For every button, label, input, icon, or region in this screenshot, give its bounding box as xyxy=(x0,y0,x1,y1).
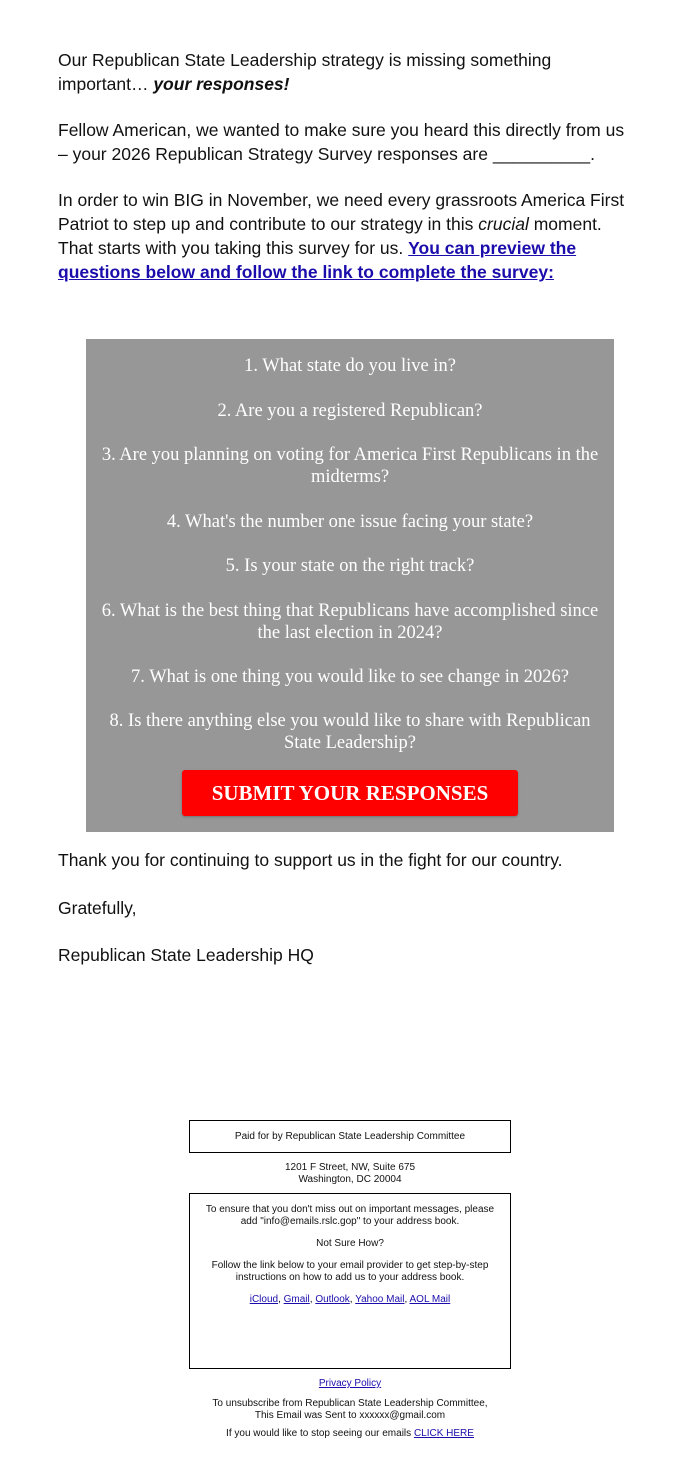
survey-questions-box xyxy=(86,339,614,832)
yahoo-mail-link[interactable]: Yahoo Mail xyxy=(355,1294,405,1305)
not-sure-text: Not Sure How? xyxy=(316,1238,384,1249)
submit-responses-button[interactable]: SUBMIT YOUR RESPONSES xyxy=(182,770,518,816)
email-provider-links: iCloud, Gmail, Outlook, Yahoo Mail, AOL Mail xyxy=(249,1294,451,1305)
cta-text-b: moment. That starts with you taking this survey for us. xyxy=(58,214,602,258)
cta-text-a: In order to win BIG in November, we need every grassroots America First Patriot to step up and contribute to our strategy in this xyxy=(58,190,625,234)
address-book-instructions: To ensure that you don't miss out on important messages, please add "info@emails.rslc.gop" to your address book. xyxy=(205,1204,495,1227)
call-to-action-paragraph xyxy=(58,188,638,284)
survey-question: 3. Are you planning on voting for America First Republicans in the midterms? xyxy=(101,445,599,487)
follow-link-text: Follow the link below to your email provider to get step-by-step instructions on how to add us to your address book. xyxy=(211,1260,489,1283)
email-body xyxy=(58,48,638,306)
thanks-text: Thank you for continuing to support us in the fight for our country. xyxy=(58,850,563,870)
survey-preview-link[interactable]: You can preview the questions below and follow the link to complete the survey: xyxy=(58,238,577,282)
outlook-link[interactable]: Outlook xyxy=(315,1294,350,1305)
survey-question: 8. Is there anything else you would like to share with Republican State Leadership? xyxy=(109,711,591,753)
privacy-policy-link[interactable]: Privacy Policy xyxy=(318,1378,382,1389)
survey-question: 7. What is one thing you would like to see change in 2026? xyxy=(131,667,569,687)
stop-emails-text: If you would like to stop seeing our emails xyxy=(226,1428,412,1439)
survey-notice-paragraph: Fellow American, we wanted to make sure you heard this directly from us – your 2026 Republican Strategy Survey responses are __________. xyxy=(58,120,625,164)
unsubscribe-section xyxy=(189,1398,511,1422)
survey-question: 1. What state do you live in? xyxy=(244,356,456,376)
survey-question: 4. What's the number one issue facing your state? xyxy=(166,512,534,532)
paid-for-box xyxy=(189,1120,511,1153)
click-here-link[interactable]: CLICK HERE xyxy=(413,1428,474,1439)
unsubscribe-line-1: To unsubscribe from Republican State Leadership Committee, xyxy=(212,1398,488,1409)
signoff-text: Gratefully, xyxy=(58,898,137,918)
intro-paragraph xyxy=(58,48,638,96)
survey-question: 6. What is the best thing that Republicans have accomplished since the last election in 2024? xyxy=(101,601,599,643)
address-book-box xyxy=(189,1193,511,1369)
address-line-2: Washington, DC 20004 xyxy=(298,1174,402,1185)
aol-mail-link[interactable]: AOL Mail xyxy=(409,1294,451,1305)
intro-emphasis: your responses! xyxy=(153,74,290,94)
survey-question: 2. Are you a registered Republican? xyxy=(217,401,483,421)
gmail-link[interactable]: Gmail xyxy=(283,1294,310,1305)
stop-emails-section xyxy=(189,1428,511,1440)
cta-emphasis: crucial xyxy=(478,214,529,234)
signature-text: Republican State Leadership HQ xyxy=(58,945,314,965)
paid-for-text: Paid for by Republican State Leadership Committee xyxy=(234,1130,466,1142)
unsubscribe-line-2: This Email was Sent to xxxxxx@gmail.com xyxy=(254,1410,446,1421)
privacy-section xyxy=(189,1378,511,1390)
survey-question: 5. Is your state on the right track? xyxy=(225,556,475,576)
address-line-1: 1201 F Street, NW, Suite 675 xyxy=(284,1162,416,1173)
intro-text: Our Republican State Leadership strategy is missing something important… xyxy=(58,50,552,94)
icloud-link[interactable]: iCloud xyxy=(249,1294,279,1305)
mailing-address xyxy=(189,1162,511,1186)
